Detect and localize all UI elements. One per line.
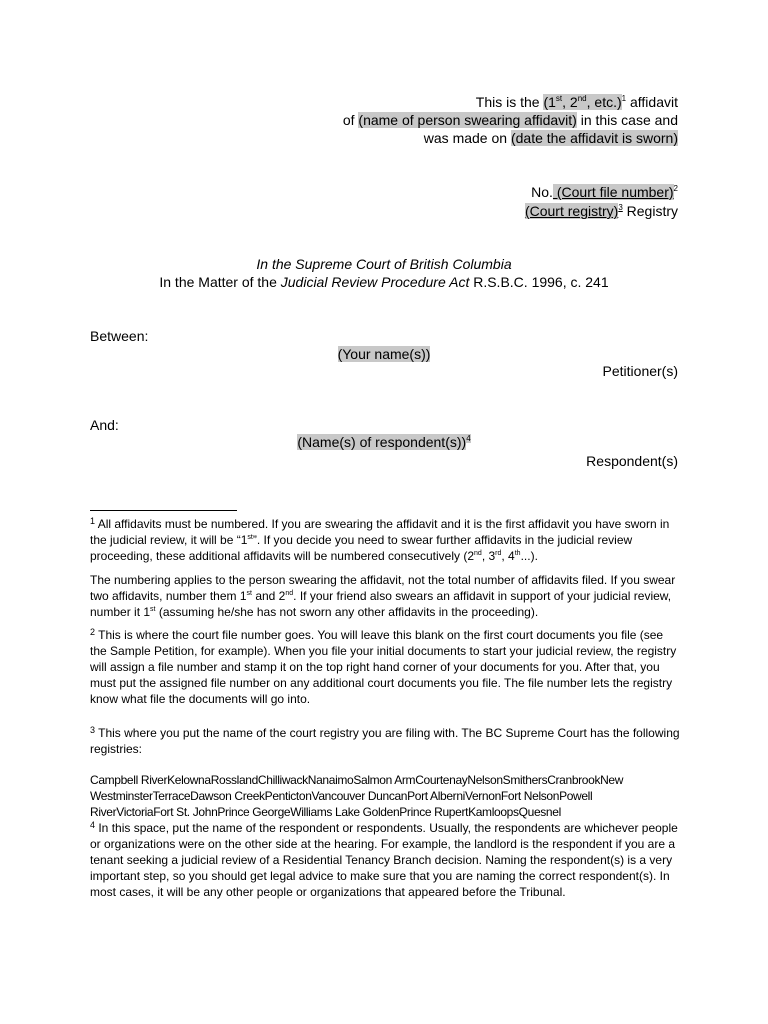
footnote-3: $^3$ This where you put the name of the court registry you are filing with. The BC Supreme Court has the following registries: (90, 725, 680, 756)
petitioner-name-field: (Your name(s)) (337, 346, 431, 362)
court-file-number-field: (Court file number) (552, 184, 674, 200)
file-number-line: No. (Court file number)$^2$ (531, 184, 678, 200)
footnote-ref-4: 4 (466, 434, 471, 443)
footnote-ref-1: 1 (621, 94, 627, 103)
sworn-date-field: (date the affidavit is sworn) (510, 130, 678, 146)
footnote-ref-2: 2 (673, 184, 678, 193)
sworn-date-line: was made on (date the affidavit is sworn) (423, 130, 678, 146)
respondent-name-line (0, 433, 768, 451)
registry-line: (Court registry)$^3$ Registry (524, 203, 678, 219)
respondent-name-field: (Name(s) of respondent(s)) (297, 434, 467, 450)
registries-list: Campbell RiverKelownaRosslandChilliwackNanaimoSalmon ArmCourtenayNelsonSmithersCranbrookNew WestminsterTerraceDawson CreekPentictonVancouver DuncanPort AlberniVernonFort NelsonPowell RiverVictoriaFort St. JohnPrince GeorgeWilliams Lake GoldenPrince RupertKamloopsQuesnel (90, 773, 624, 819)
footnote-2: $^2$ This is where the court file number goes. You will leave this blank on the first court documents you file (see the Sample Petition, for example). When you file your initial documents to start your judicial review, the registry will assign a file number and stamp it on the top right hand corner of your documents for you. After that, you must put the assigned file number on any additional court documents you file. The file number lets the registry know what file the documents will go into. (90, 627, 677, 706)
footnote-ref-3: 3 (618, 203, 623, 212)
court-name: In the Supreme Court of British Columbia (256, 256, 512, 272)
footnote-1: $^1$ All affidavits must be numbered. If you are swearing the affidavit and it is the first affidavit you have sworn in the judicial review, it will be “1st”. If you decide you need to swear further affidavits in the judicial review proceeding, these additional affidavits will be numbered consecutively (2nd, 3rd, 4th...). (90, 516, 670, 563)
petitioner-name-line (0, 345, 768, 363)
act-name: Judicial Review Procedure Act (280, 274, 470, 290)
affidavit-number-field: (1st, 2nd, etc.) (543, 94, 622, 110)
petitioner-role: Petitioner(s) (602, 363, 678, 379)
between-label: Between: (90, 328, 149, 344)
affiant-line: of (name of person swearing affidavit) in this case and (342, 112, 678, 128)
affidavit-number-line: This is the (1st, 2nd, etc.)$^1$ affidavit (475, 94, 678, 110)
footnote-1-paragraph-2: The numbering applies to the person swearing the affidavit, not the total number of affidavits filed. If you swear two affidavits, number them 1st and 2nd. If your friend also swears an affidavit in support of your judicial review, number it 1st (assuming he/she has not sworn any other affidavits in the proceeding). (90, 573, 676, 619)
footnote-4: $^4$ In this space, put the name of the respondent or respondents. Usually, the respondents are whichever people or organizations were on the other side at the hearing. For example, the landlord is the respondent if you are a tenant seeking a judicial review of a Residential Tenancy Branch decision. Naming the respondent(s) is a very important step, so you should get legal advice to make sure that you are naming the correct respondent(s). In most cases, it will be any other people or organizations that appeared before the Tribunal. (90, 820, 678, 899)
matter-line: In the Matter of the Judicial Review Procedure Act R.S.B.C. 1996, c. 241 (159, 274, 609, 290)
and-label: And: (90, 417, 119, 433)
respondent-role: Respondent(s) (586, 453, 678, 469)
affiant-name-field: (name of person swearing affidavit) (358, 112, 577, 128)
footnote-separator (90, 510, 237, 511)
court-registry-field: (Court registry) (524, 203, 619, 219)
